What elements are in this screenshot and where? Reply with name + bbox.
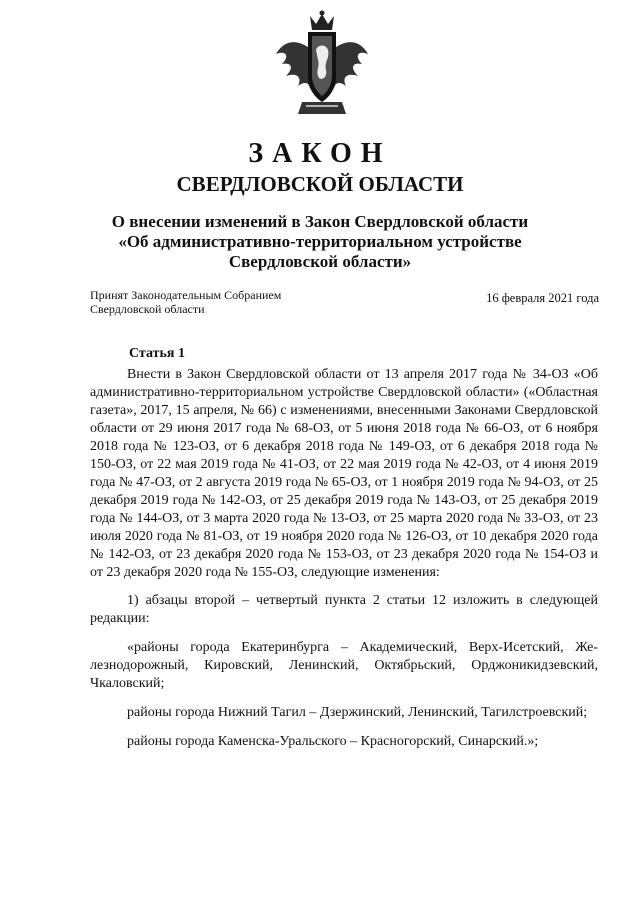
- quoted-text-paragraph: районы города Нижний Тагил – Дзержинский, Ленинский, Тагилстроевский;: [127, 705, 588, 720]
- adoption-note: [90, 288, 281, 316]
- article-heading: Статья 1: [129, 346, 185, 361]
- coat-of-arms-icon: [272, 10, 372, 120]
- law-title-line: О внесении изменений в Закон Свердловской области: [111, 212, 529, 231]
- adoption-date: 16 февраля 2021 года: [486, 291, 599, 305]
- region-title: СВЕРДЛОВСКОЙ ОБЛАСТИ: [176, 172, 464, 196]
- law-title-line: «Об административно-территориальном устройстве: [118, 232, 522, 251]
- adoption-line: Принят Законодательным Собранием: [90, 288, 282, 302]
- amendment-item-paragraph: 1) абзацы второй – четвертый пункта 2 статьи 12 изложить в следующей редакции:: [90, 593, 598, 626]
- adoption-line: Свердловской области: [90, 302, 205, 316]
- article-intro-paragraph: Внести в Закон Свердловской области от 13 апреля 2017 года № 34-ОЗ «Об административно-территориальном устройстве Свердловской области» («Областная газета», 2017, 15 апреля, № 66) с изменениями, внесенными Законами Свердловской области от 29 июня 2017 года № 68-ОЗ, от 5 июня 2018 года № 66-ОЗ, от 6 ноября 2018 года № 123-ОЗ, от 6 декабря 2018 года № 149-ОЗ, от 6 декабря 2018 года № 150-ОЗ, от 22 мая 2019 года № 41-ОЗ, от 22 мая 2019 года № 42-ОЗ, от 4 июня 2019 года № 47-ОЗ, от 2 августа 2019 года № 65-ОЗ, от 1 ноября 2019 года № 94-ОЗ, от 25 декабря 2019 года № 142-ОЗ, от 25 декабря 2019 года № 143-ОЗ, от 25 декабря 2019 года № 144-ОЗ, от 3 марта 2020 года № 13-ОЗ, от 25 марта 2020 года № 33-ОЗ, от 23 июля 2020 года № 81-ОЗ, от 19 ноября 2020 года № 126-ОЗ, от 10 декабря 2020 года № 142-ОЗ, от 23 декабря 2020 года № 153-ОЗ, от 23 декабря 2020 года № 154-ОЗ и от 23 декабря 2020 года № 155-ОЗ, следующие изменения:: [90, 367, 598, 580]
- law-title: [100, 212, 540, 272]
- law-title-line: Свердловской области»: [228, 252, 412, 271]
- quoted-text-paragraph: «районы города Екатеринбурга – Академический, Верх-Исетский, Железнодорожный, Кировский, Ленинский, Октябрьский, Орджоникидзевский, Чкаловский;: [90, 640, 598, 691]
- document-title: ЗАКОН: [248, 138, 392, 169]
- article-body: [90, 366, 598, 762]
- quoted-text-paragraph: районы города Каменска-Уральского – Красногорский, Синарский.»;: [127, 734, 539, 749]
